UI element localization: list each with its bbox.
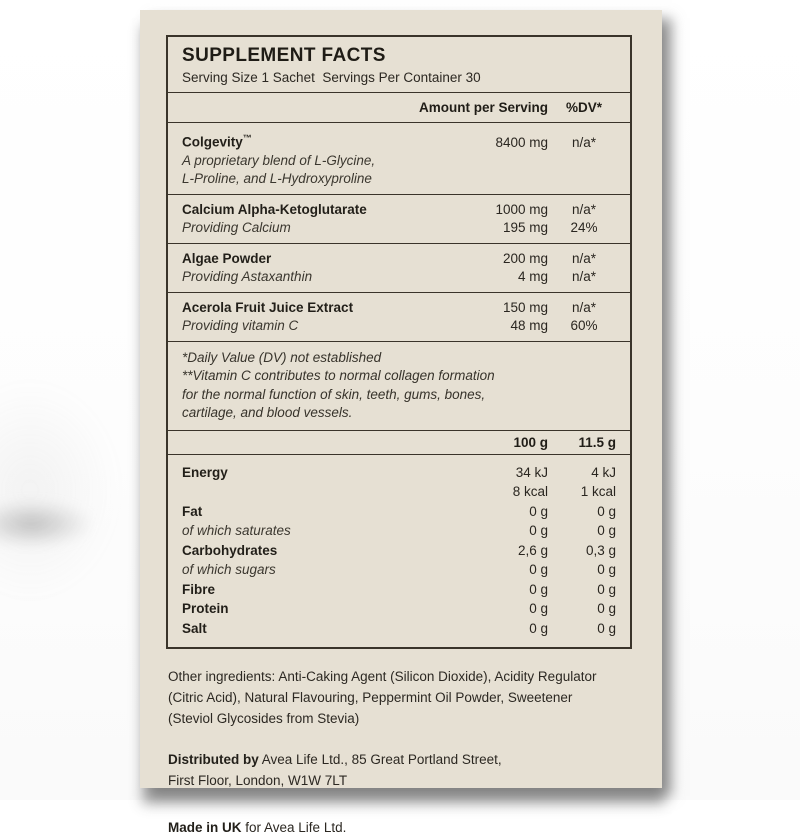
- nutrient-name: Protein: [182, 601, 229, 616]
- ingredient-name-text: Colgevity: [182, 134, 243, 150]
- nutrient-value-100g: 0 g: [529, 523, 548, 538]
- ingredient-section-algae: [168, 243, 630, 292]
- distributor-address-2: First Floor, London, W1W 7LT: [168, 773, 348, 788]
- nutrient-name: of which sugars: [182, 562, 276, 577]
- nutrient-value-serving: 0 g: [597, 503, 616, 519]
- ingredient-section-acerola: [168, 292, 630, 341]
- nutrition-row-salt: [182, 619, 616, 639]
- nutrition-row-saturates: [182, 521, 616, 541]
- nutrient-value-100g: 0 g: [529, 503, 548, 519]
- ingredient-amount: 4 mg: [517, 268, 548, 284]
- nutrient-value-serving: 0 g: [597, 562, 616, 577]
- nutrient-value-serving: 4 kJ: [591, 464, 616, 480]
- nutrition-row-sugars: [182, 560, 616, 580]
- origin-info: [168, 817, 632, 838]
- nutrient-name: Fibre: [182, 581, 216, 597]
- nutrient-value-100g: 0 g: [529, 601, 548, 616]
- ingredient-dv: n/a*: [571, 250, 597, 266]
- ingredient-dv: n/a*: [571, 201, 597, 217]
- nutrient-value-100g: 2,6 g: [517, 542, 548, 558]
- nutrient-value-100g: 0 g: [529, 581, 548, 597]
- supplement-label-card: [140, 10, 662, 835]
- footnote-vitc-1: **Vitamin C contributes to normal collagen formation: [182, 368, 495, 383]
- nutrition-row-fat: [182, 502, 616, 522]
- footnote-vitc-3: cartilage, and blood vessels.: [182, 405, 353, 420]
- ingredient-name: Acerola Fruit Juice Extract: [182, 299, 354, 315]
- footnote-section: [168, 341, 630, 430]
- nutrition-row-carbohydrates: [182, 541, 616, 561]
- trademark-symbol: ™: [242, 133, 252, 143]
- ingredient-row: [182, 250, 616, 268]
- facts-header-section: [168, 37, 630, 92]
- nutrient-name: Fat: [182, 503, 203, 519]
- supplement-facts-panel: [166, 35, 632, 649]
- nutrient-name: Carbohydrates: [182, 542, 278, 558]
- ingredient-section-colgevity: [168, 122, 630, 194]
- dv-column-header: %DV*: [565, 100, 602, 115]
- ingredient-row: [182, 201, 616, 219]
- other-ingredients-line: (Citric Acid), Natural Flavouring, Peppermint Oil Powder, Sweetener: [168, 690, 573, 705]
- ingredient-description: A proprietary blend of L-Glycine,: [182, 152, 376, 168]
- nutrition-row-protein: [182, 599, 616, 619]
- ingredient-subrow: [182, 170, 616, 188]
- other-ingredients-line: Other ingredients: Anti-Caking Agent (Silicon Dioxide), Acidity Regulator: [168, 669, 597, 684]
- nutrient-name: of which saturates: [182, 523, 291, 538]
- background-shadow-soft: [0, 380, 120, 600]
- ingredient-subrow: [182, 268, 616, 286]
- nutrient-value-serving: 0,3 g: [585, 542, 616, 558]
- ingredient-amount: 195 mg: [502, 219, 548, 235]
- ingredient-row: [182, 299, 616, 317]
- ingredient-dv: 60%: [570, 317, 598, 333]
- supplement-facts-title: SUPPLEMENT FACTS: [182, 45, 386, 66]
- nutrient-value-serving: 0 g: [597, 620, 616, 636]
- ingredient-dv: n/a*: [571, 134, 597, 150]
- made-in-rest: for Avea Life Ltd.: [241, 820, 347, 835]
- distributor-info: [168, 749, 632, 791]
- ingredient-description: L-Proline, and L-Hydroxyproline: [182, 170, 372, 186]
- nutrition-section: [168, 454, 630, 648]
- ingredient-description: Providing vitamin C: [182, 317, 299, 333]
- footnote-dv: *Daily Value (DV) not established: [182, 349, 382, 365]
- nutrition-row-energy-kcal: [182, 482, 616, 502]
- other-ingredients: [168, 666, 632, 729]
- ingredient-dv: n/a*: [571, 268, 597, 284]
- ingredient-description: Providing Astaxanthin: [182, 268, 313, 284]
- ingredient-subrow: [182, 152, 616, 170]
- nutrient-value-100g: 0 g: [529, 562, 548, 577]
- nutrient-value-100g: 8 kcal: [512, 484, 548, 499]
- nutrition-row-energy: [182, 463, 616, 483]
- amount-column-header: Amount per Serving: [418, 100, 548, 115]
- ingredient-dv: 24%: [570, 219, 598, 235]
- nutrition-column-serving: 11.5 g: [578, 434, 616, 450]
- ingredient-amount: 200 mg: [502, 250, 548, 266]
- ingredient-name: Calcium Alpha-Ketoglutarate: [182, 201, 367, 217]
- ingredient-amount: 150 mg: [502, 299, 548, 315]
- ingredient-name: [182, 129, 394, 152]
- nutrient-value-serving: 0 g: [597, 601, 616, 616]
- ingredient-subrow: [182, 219, 616, 237]
- distributor-address-1: Avea Life Ltd., 85 Great Portland Street,: [258, 752, 502, 767]
- made-in-label: Made in UK: [168, 820, 242, 835]
- nutrient-value-serving: 0 g: [597, 523, 616, 538]
- column-header-row: [168, 92, 630, 122]
- nutrient-value-serving: 1 kcal: [580, 484, 616, 499]
- ingredient-dv: n/a*: [571, 299, 597, 315]
- other-ingredients-line: (Steviol Glycosides from Stevia): [168, 711, 360, 726]
- nutrition-column-100g: 100 g: [513, 434, 548, 450]
- nutrient-name: Energy: [182, 464, 228, 480]
- footnote-vitc-2: for the normal function of skin, teeth, gums, bones,: [182, 386, 486, 402]
- ingredient-row: [182, 129, 616, 152]
- distributed-by-label: Distributed by: [168, 752, 259, 767]
- serving-info: Serving Size 1 Sachet Servings Per Container 30: [182, 70, 481, 85]
- nutrient-name: Salt: [182, 620, 207, 636]
- nutrient-value-serving: 0 g: [597, 581, 616, 597]
- nutrition-row-fibre: [182, 580, 616, 600]
- nutrient-value-100g: 0 g: [529, 620, 548, 636]
- ingredient-name: Algae Powder: [182, 250, 272, 266]
- ingredient-amount: 1000 mg: [495, 201, 548, 217]
- ingredient-amount: 48 mg: [510, 317, 548, 333]
- ingredient-section-calcium: [168, 194, 630, 243]
- nutrient-value-100g: 34 kJ: [515, 464, 548, 480]
- nutrition-header-row: [168, 430, 630, 454]
- distributor-line-1: [168, 749, 632, 770]
- ingredient-amount: 8400 mg: [495, 134, 548, 150]
- ingredient-subrow: [182, 317, 616, 335]
- ingredient-description: Providing Calcium: [182, 219, 291, 235]
